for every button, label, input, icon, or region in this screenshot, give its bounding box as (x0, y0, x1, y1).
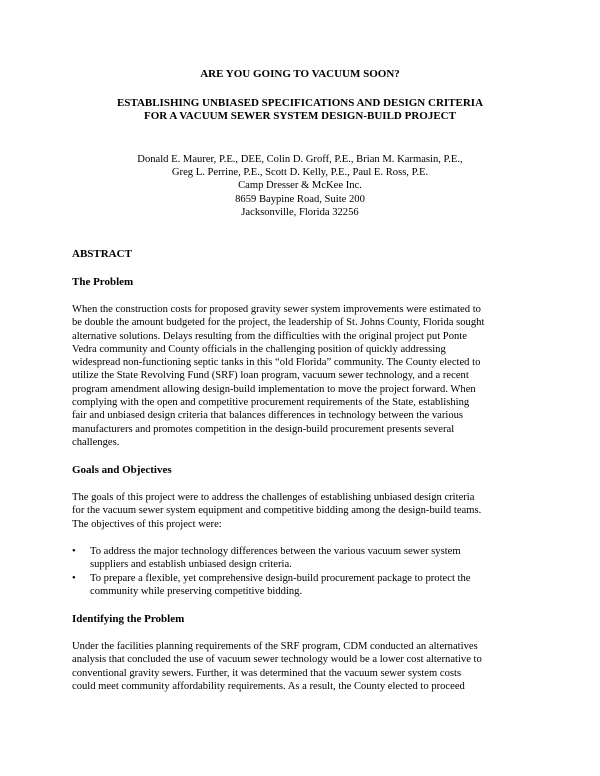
text-line: To prepare a flexible, yet comprehensive design-build procurement package to protect the (90, 573, 471, 584)
authors-line-2: Greg L. Perrine, P.E., Scott D. Kelly, P.E., Paul E. Ross, P.E. (171, 167, 429, 178)
text-line: fair and unbiased design criteria that balances differences in technology between the various (72, 410, 464, 422)
text-line: alternative solutions. Delays resulting from the difficulties with the original project put Ponte (72, 330, 467, 342)
section-heading-problem: The Problem (72, 276, 134, 288)
identifying-paragraph (72, 640, 530, 693)
bullet-marker: • (72, 546, 76, 557)
affiliation-org: Camp Dresser & McKee Inc. (238, 180, 362, 191)
text-line: program amendment allowing design-build implementation to move the project forward. When (72, 383, 476, 395)
subtitle-line-1: ESTABLISHING UNBIASED SPECIFICATIONS AND DESIGN CRITERIA (116, 97, 484, 109)
problem-paragraph (72, 303, 530, 449)
text-line: To address the major technology differences between the various vacuum sewer system (90, 546, 461, 557)
text-line: for the vacuum sewer system equipment and competitive bidding among the design-build teams. (72, 505, 482, 517)
text-line: manufacturers and promotes competition in the design-build procurement presents several (72, 423, 455, 435)
bullet-item-1 (90, 545, 530, 572)
text-line: could meet community affordability requirements. As a result, the County elected to proceed (72, 680, 465, 692)
text-line: community while preserving competitive bidding. (90, 586, 303, 598)
abstract-heading: ABSTRACT (72, 248, 132, 260)
text-line: The objectives of this project were: (72, 518, 222, 530)
text-line: conventional gravity sewers. Further, it was determined that the vacuum sewer system costs (72, 667, 462, 679)
section-heading-goals: Goals and Objectives (72, 464, 172, 476)
text-line: challenges. (72, 436, 120, 448)
text-line: Under the facilities planning requirements of the SRF program, CDM conducted an alternatives (72, 641, 478, 652)
affiliation-address-1: 8659 Baypine Road, Suite 200 (235, 194, 365, 205)
paper-title: ARE YOU GOING TO VACUUM SOON? (200, 68, 400, 80)
bullet-item-2 (90, 572, 530, 599)
goals-paragraph (72, 491, 530, 531)
text-line: widespread non-functioning septic tanks in this “old Florida” community. The County elected to (72, 357, 481, 369)
text-line: utilize the State Revolving Fund (SRF) loan program, vacuum sewer technology, and a recent (72, 370, 469, 382)
bullet-marker: • (72, 573, 76, 584)
subtitle-line-2: FOR A VACUUM SEWER SYSTEM DESIGN-BUILD PROJECT (144, 110, 456, 122)
text-line: analysis that concluded the use of vacuum sewer technology would be a lower cost alternative to (72, 654, 482, 666)
authors-line-1: Donald E. Maurer, P.E., DEE, Colin D. Groff, P.E., Brian M. Karmasin, P.E., (137, 154, 463, 165)
text-line: be double the amount budgeted for the project, the leadership of St. Johns County, Florida sought (72, 317, 485, 329)
text-line: The goals of this project were to address the challenges of establishing unbiased design criteria (72, 492, 475, 503)
text-line: Vedra community and County officials in the challenging position of quickly addressing (72, 343, 446, 355)
text-line: complying with the open and competitive procurement requirements of the State, establishing (72, 397, 470, 409)
text-line: suppliers and establish unbiased design criteria. (90, 559, 292, 571)
text-line: When the construction costs for proposed gravity sewer system improvements were estimated to (72, 304, 481, 315)
affiliation-address-2: Jacksonville, Florida 32256 (241, 207, 359, 218)
section-heading-identifying: Identifying the Problem (72, 613, 185, 625)
